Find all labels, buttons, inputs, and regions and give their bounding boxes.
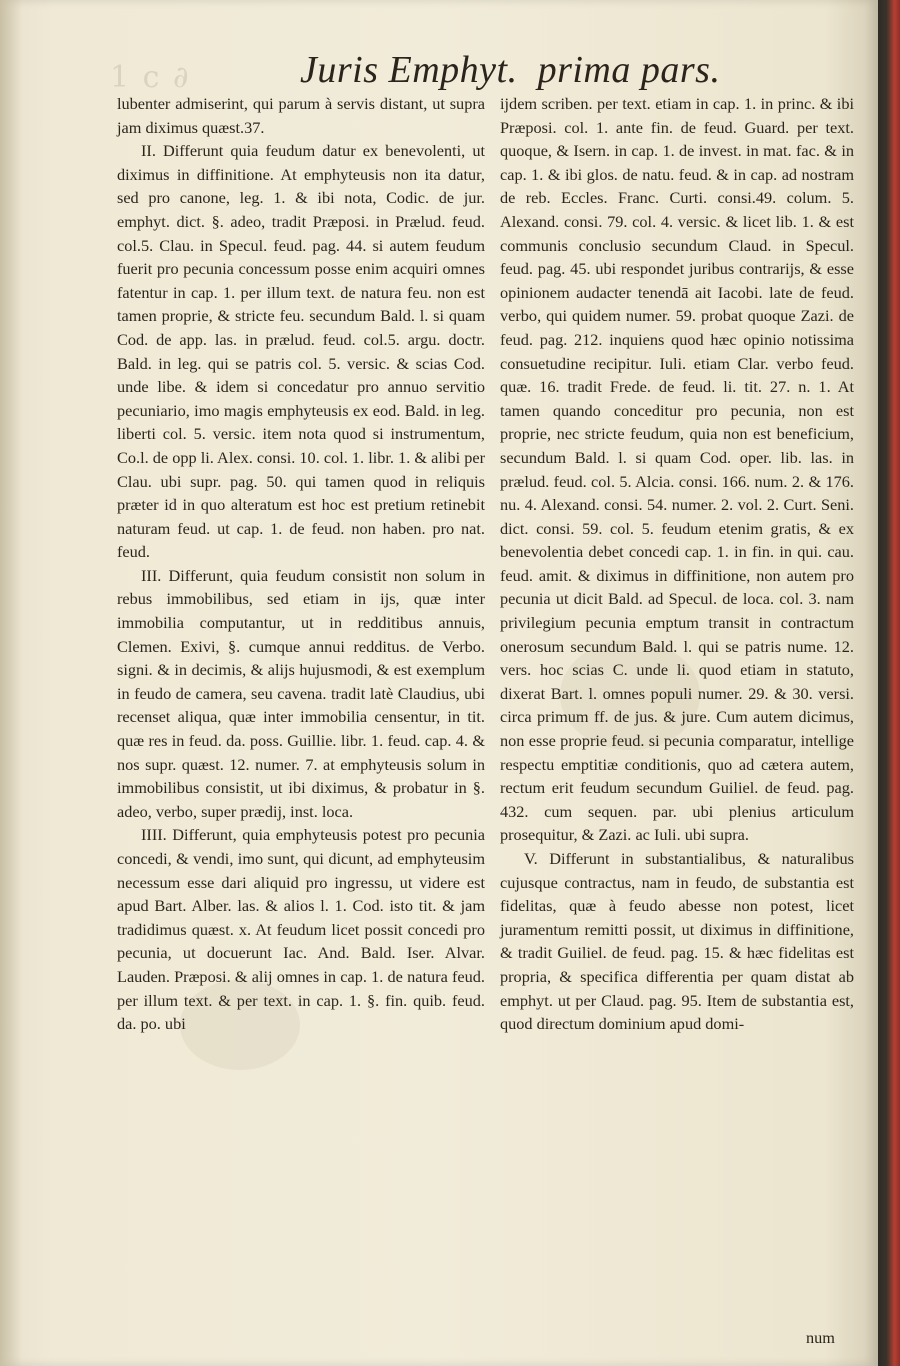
- running-header: [300, 48, 730, 92]
- book-edge: [878, 0, 900, 1366]
- paragraph-V: V. Differunt in substantialibus, & naturalibus cujusque contractus, nam in feudo, de substantia est fidelitas, quæ à feudo abesse non potest, licet juramentum remitti possit, ut diximus in diffinitione, & tradit Guiliel. de feud. pag. 15. & hæc fidelitas est propria, & specifica differentia per quam distat ab emphyt. ut per Claud. pag. 95. Item de substantia est, quod directum dominium apud domi-: [500, 849, 854, 1034]
- page-gutter-shadow: [0, 0, 22, 1366]
- bleed-through-page-number: 1 c ∂: [110, 60, 191, 95]
- paragraph-continuation-right: ijdem scriben. per text. etiam in cap. 1. in princ. & ibi Præposi. col. 1. ante fin. de feud. Guard. per text. quoque, & Isern. in cap. 1. de invest. in mat. fac. & in cap. 1. & ibi glos. de natu. feud. & in cap. ad nostram de reb. Eccles. Franc. Curti. consi.49. colum. 5. Alexand. consi. 79. col. 4. versic. & licet lib. 1. & est communis conclusio secundum Claud. in Specul. feud. pag. 45. ubi respondet juribus contrarijs, & esse opinionem audacter tenendā ait Iacobi. late de feud. verbo, qui quidem numer. 59. probat quoque Zazi. de feud. pag. 212. inquiens quod hæc opinio notissima consuetudine recipitur. Iuli. etiam Clar. verbo feud. quæ. 16. tradit Frede. de feud. li. tit. 27. n. 1. At tamen quando conceditur pro pecunia, non est proprie, nec stricte feudum, quia non est beneficium, secundum Bald. l. si quam Cod. oper. lib. las. in prælud. feud. col. 5. Alcia. consi. 166. num. 2. & 176. nu. 4. Alexand. consi. 54. numer. 2. vol. 2. Curt. Seni. dict. consi. 59. col. 5. feudum etenim gratis, & ex benevolentia debet concedi cap. 1. in fin. in qui. cau. feud. amit. & diximus in diffinitione, non autem pro pecunia ut dicit Bald. ad Specul. de loca. col. 3. nam privilegium pecunia emptum transit in contractum onerosum secundum Bald. l. qui se patris nume. 12. vers. hoc scias C. unde li. quod etiam in statuto, dixerat Bart. l. omnes populi numer. 29. & 30. versi. circa primum ff. de jus. & jure. Cum autem dicimus, non esse proprie feud. si pecunia comparatur, intellige respectu emptitiæ conditionis, quo ad cætera autem, rectum erit feudum secundum Guiliel. de feud. pag. 432. cum sequen. par. ubi plenius articulum prosequitur, & Zazi. ac Iuli. ubi supra.: [500, 94, 854, 845]
- paragraph-III: III. Differunt, quia feudum consistit non solum in rebus immobilibus, sed etiam in ijs, quæ inter immobilia computantur, ut in redditibus annuis, Clemen. Exivi, §. cumque annui redditus. de Verbo. signi. & in decimis, & alijs hujusmodi, & est exemplum in feudo de camera, seu cavena. tradit latè Claudius, ubi recenset aliqua, quæ inter immobilia censentur, in tit. quæ res in feud. da. poss. Guillie. libr. 1. feud. cap. 4. & nos supr. quæst. 12. numer. 7. at emphyteusis solum in immobilibus consistit, ut ibi diximus, & probatur in §. adeo, verbo, super prædij, inst. loca.: [117, 565, 485, 821]
- paragraph-IIII: IIII. Differunt, quia emphyteusis potest pro pecunia concedi, & vendi, imo sunt, qui dicunt, ad emphyteusim necessum esse dari aliquid pro ingressu, ut videre est apud Bart. Alber. las. & alios l. 1. Cod. isto tit. & jam tradidimus quæst. x. At feudum licet possit concedi pro pecunia, ut docuerunt Iac. And. Bald. Iser. Alvar. Lauden. Præposi. & alij omnes in cap. 1. de natura feud. per illum text. & per text. in cap. 1. §. fin. quib. feud. da. po. ubi: [117, 825, 485, 1034]
- left-text-column: [117, 92, 485, 1036]
- paragraph-II: II. Differunt quia feudum datur ex benevolenti, ut diximus in diffinitione. At emphyteusis non ita datur, sed pro canone, leg. 1. & ibi nota, Codic. de jur. emphyt. dict. §. adeo, tradit Præposi. in Prælud. feud. col.5. Clau. in Specul. feud. pag. 44. si autem feudum fuerit pro pecunia concessum posse enim acquiri omnes fatentur in cap. 1. per illum text. de natura feu. non est tamen proprie, & stricte feu. secundum Bald. l. si quam Cod. de app. las. in prælud. feud. col.5. argu. doctr. Bald. in leg. qui se patris col. 5. versic. & scias Cod. unde libe. & idem si concedatur pro annuo servitio pecuniario, imo magis emphyteusis ex eod. Bald. in leg. liberti col. 5. versic. item nota quod si instrumentum, Co.l. de opp li. Alex. consi. 10. col. 1. libr. 1. & alibi per Clau. ubi supr. pag. 50. qui tamen quod in reliquis præter id in quo alteratum est hoc est pretium retinebit naturam feud. ut cap. 1. de feud. non haben. pro nat. feud.: [117, 141, 485, 562]
- catchword: num: [806, 1328, 835, 1347]
- right-text-column: [500, 92, 854, 1036]
- running-header-right: prima pars.: [537, 49, 721, 91]
- running-header-left: Juris Emphyt.: [300, 49, 518, 91]
- paragraph-continuation: lubenter admiserint, qui parum à servis distant, ut supra jam diximus quæst.37.: [117, 94, 485, 137]
